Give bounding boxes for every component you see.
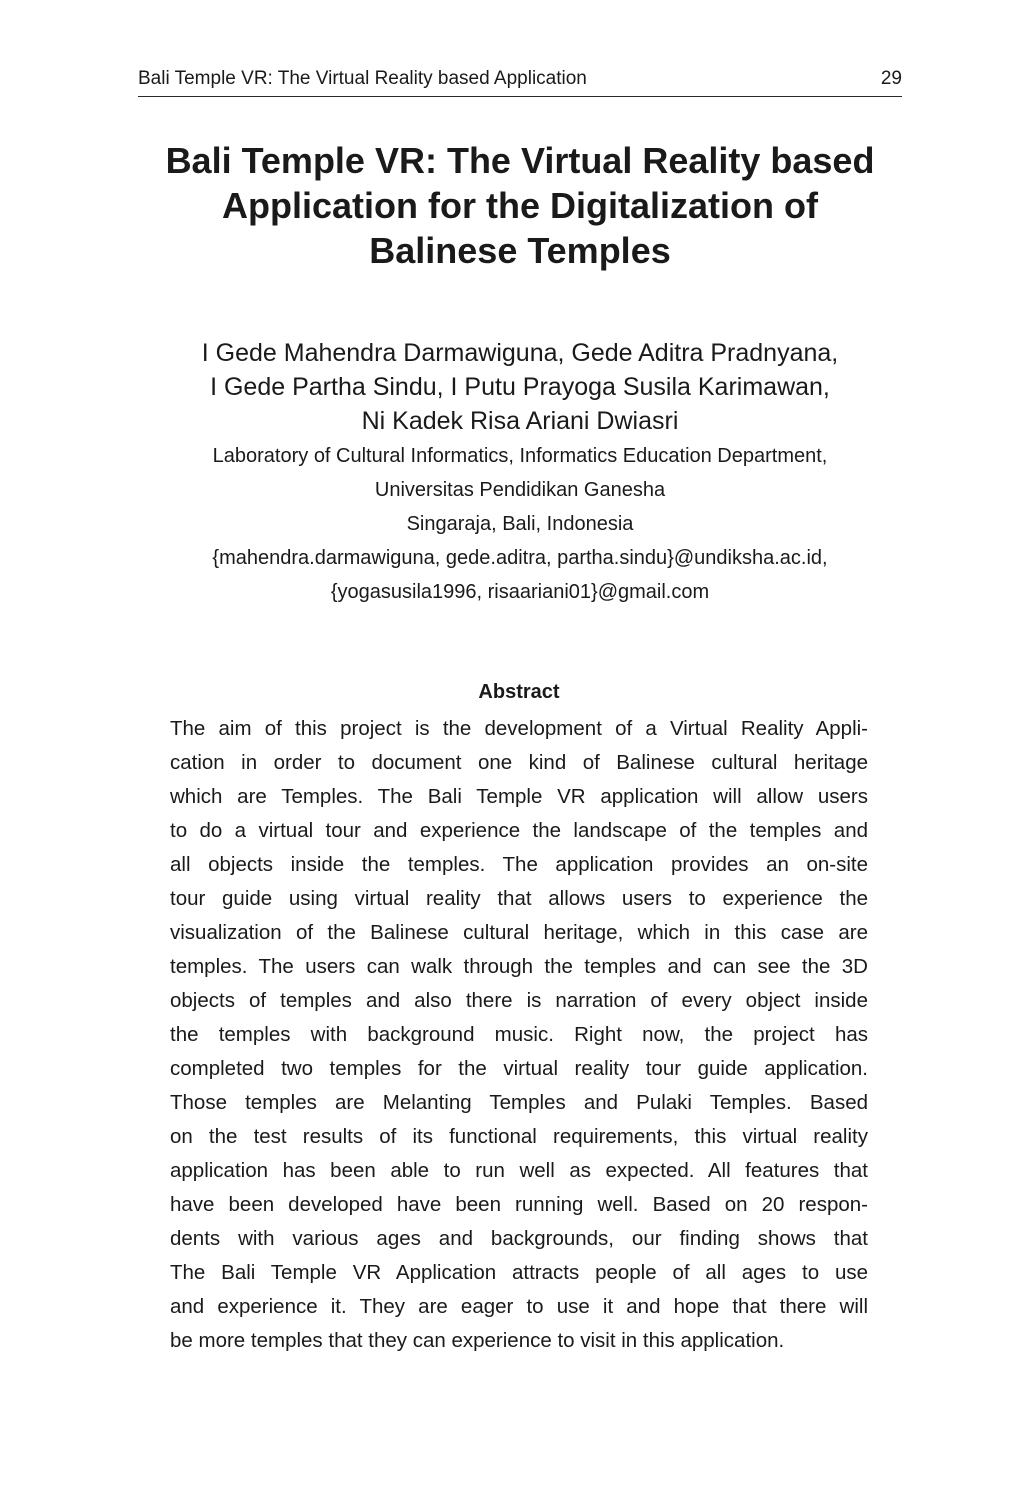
- author-list: [100, 336, 940, 438]
- author-line: I Gede Mahendra Darmawiguna, Gede Aditra Pradnyana,: [201, 339, 839, 367]
- affiliation-block: [100, 439, 940, 609]
- abstract-line: completed two temples for the virtual reality tour guide application.: [170, 1057, 868, 1080]
- author-emails: {yogasusila1996, risaariani01}@gmail.com: [330, 581, 710, 603]
- abstract-line: on the test results of its functional requirements, this virtual reality: [170, 1125, 868, 1148]
- abstract-line: objects of temples and also there is narration of every object inside: [170, 989, 868, 1012]
- author-emails: {mahendra.darmawiguna, gede.aditra, partha.sindu}@undiksha.ac.id,: [212, 547, 828, 569]
- running-header: [138, 66, 902, 97]
- running-header-title: Bali Temple VR: The Virtual Reality based Application: [138, 68, 587, 89]
- title-line: Bali Temple VR: The Virtual Reality based: [165, 140, 875, 181]
- abstract-line: be more temples that they can experience to visit in this application.: [170, 1329, 785, 1352]
- title-line: Application for the Digitalization of: [222, 185, 818, 226]
- abstract-line: application has been able to run well as expected. All features that: [170, 1159, 868, 1182]
- abstract-line: temples. The users can walk through the temples and can see the 3D: [170, 955, 868, 978]
- abstract-line: and experience it. They are eager to use it and hope that there will: [170, 1295, 868, 1318]
- title-line: Balinese Temples: [369, 230, 671, 271]
- abstract-line: The Bali Temple VR Application attracts people of all ages to use: [170, 1261, 868, 1284]
- page-number: 29: [880, 68, 902, 89]
- author-line: Ni Kadek Risa Ariani Dwiasri: [361, 407, 679, 435]
- abstract-line: cation in order to document one kind of Balinese cultural heritage: [170, 751, 868, 774]
- abstract-line: all objects inside the temples. The application provides an on-site: [170, 853, 868, 876]
- abstract-line: which are Temples. The Bali Temple VR application will allow users: [170, 785, 868, 808]
- affiliation-location: Singaraja, Bali, Indonesia: [406, 513, 634, 535]
- abstract-line: The aim of this project is the development of a Virtual Reality Appli-: [170, 717, 868, 740]
- abstract-heading: Abstract: [478, 681, 560, 703]
- abstract-line: have been developed have been running well. Based on 20 respon-: [170, 1193, 868, 1216]
- abstract-line: Those temples are Melanting Temples and Pulaki Temples. Based: [170, 1091, 868, 1114]
- paper-title: [120, 138, 920, 273]
- abstract-line: dents with various ages and backgrounds, our finding shows that: [170, 1227, 868, 1250]
- abstract-line: to do a virtual tour and experience the landscape of the temples and: [170, 819, 868, 842]
- affiliation-lab: Laboratory of Cultural Informatics, Informatics Education Department,: [212, 445, 828, 467]
- author-line: I Gede Partha Sindu, I Putu Prayoga Susila Karimawan,: [210, 373, 830, 401]
- abstract-line: the temples with background music. Right now, the project has: [170, 1023, 868, 1046]
- abstract-body: [170, 712, 868, 1358]
- affiliation-university: Universitas Pendidikan Ganesha: [374, 479, 666, 501]
- abstract-line: tour guide using virtual reality that allows users to experience the: [170, 887, 868, 910]
- abstract-line: visualization of the Balinese cultural heritage, which in this case are: [170, 921, 868, 944]
